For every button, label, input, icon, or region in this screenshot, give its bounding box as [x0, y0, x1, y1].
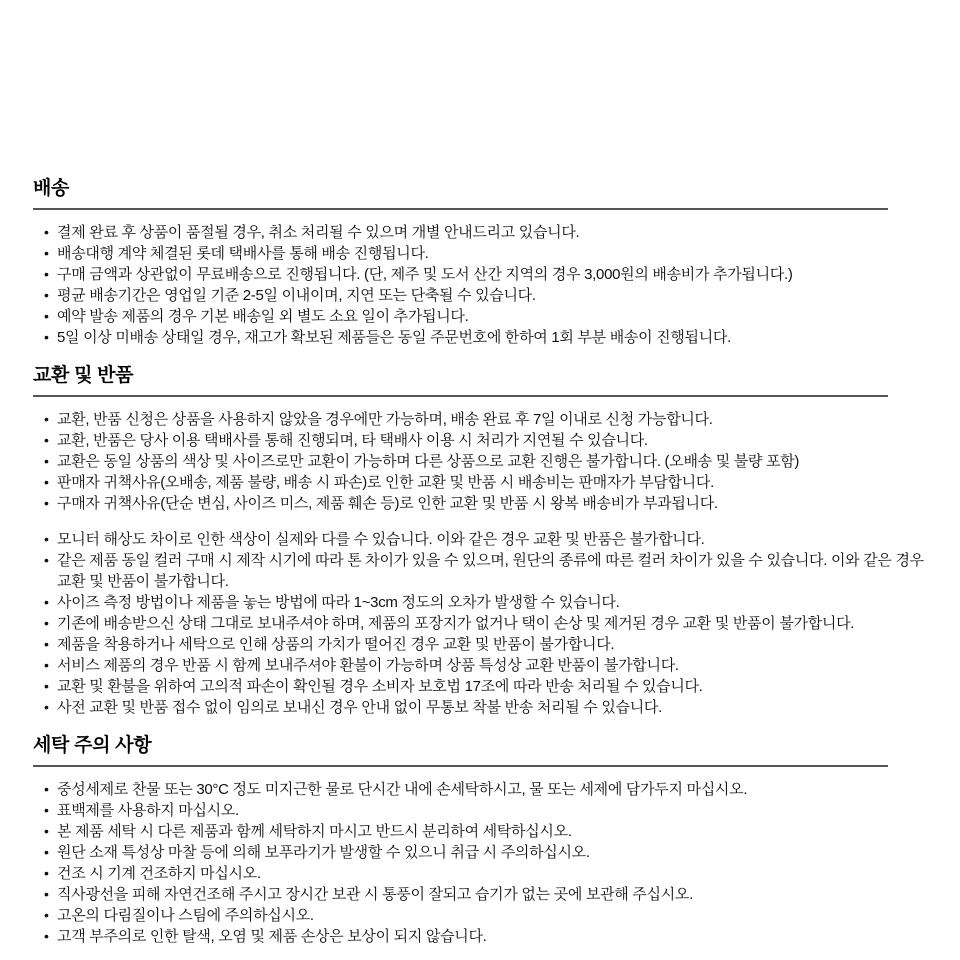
bullet-list — [33, 222, 933, 348]
list-item: • 구매자 귀책사유(단순 변심, 사이즈 미스, 제품 훼손 등)로 인한 교환 및 반품 시 왕복 배송비가 부과됩니다. — [33, 493, 933, 514]
section-title: 교환 및 반품 — [33, 365, 134, 386]
list-item: • 본 제품 세탁 시 다른 제품과 함께 세탁하지 마시고 반드시 분리하여 세탁하십시오. — [33, 821, 933, 842]
list-item: • 교환, 반품은 당사 이용 택배사를 통해 진행되며, 타 택배사 이용 시 처리가 지연될 수 있습니다. — [33, 430, 933, 451]
list-item: • 고객 부주의로 인한 탈색, 오염 및 제품 손상은 보상이 되지 않습니다. — [33, 926, 933, 947]
section-title: 세탁 주의 사항 — [33, 735, 152, 756]
list-item: • 기존에 배송받으신 상태 그대로 보내주셔야 하며, 제품의 포장지가 없거나 택이 손상 및 제거된 경우 교환 및 반품이 불가합니다. — [33, 613, 933, 634]
list-item: • 평균 배송기간은 영업일 기준 2-5일 이내이며, 지연 또는 단축될 수 있습니다. — [33, 285, 933, 306]
list-item: • 서비스 제품의 경우 반품 시 함께 보내주셔야 환불이 가능하며 상품 특성상 교환 반품이 불가합니다. — [33, 655, 933, 676]
list-item: • 교환은 동일 상품의 색상 및 사이즈로만 교환이 가능하며 다른 상품으로 교환 진행은 불가합니다. (오배송 및 불량 포함) — [33, 451, 933, 472]
list-item: • 교환, 반품 신청은 상품을 사용하지 않았을 경우에만 가능하며, 배송 완료 후 7일 이내로 신청 가능합니다. — [33, 409, 933, 430]
list-item: • 고온의 다림질이나 스팀에 주의하십시오. — [33, 905, 933, 926]
list-item: • 모니터 해상도 차이로 인한 색상이 실제와 다를 수 있습니다. 이와 같은 경우 교환 및 반품은 불가합니다. — [33, 529, 933, 550]
list-item: • 판매자 귀책사유(오배송, 제품 불량, 배송 시 파손)로 인한 교환 및 반품 시 배송비는 판매자가 부담합니다. — [33, 472, 933, 493]
list-item: • 건조 시 기계 건조하지 마십시오. — [33, 863, 933, 884]
list-item: • 결제 완료 후 상품이 품절될 경우, 취소 처리될 수 있으며 개별 안내드리고 있습니다. — [33, 222, 933, 243]
section-divider — [33, 208, 888, 210]
section-divider — [33, 395, 888, 397]
list-item: • 중성세제로 찬물 또는 30°C 정도 미지근한 물로 단시간 내에 손세탁하시고, 물 또는 세제에 담가두지 마십시오. — [33, 779, 933, 800]
list-item: • 사전 교환 및 반품 접수 없이 임의로 보내신 경우 안내 없이 무통보 착불 반송 처리될 수 있습니다. — [33, 697, 933, 718]
list-item: • 예약 발송 제품의 경우 기본 배송일 외 별도 소요 일이 추가됩니다. — [33, 306, 933, 327]
list-item: • 5일 이상 미배송 상태일 경우, 재고가 확보된 제품들은 동일 주문번호에 한하여 1회 부분 배송이 진행됩니다. — [33, 327, 933, 348]
list-item: • 같은 제품 동일 컬러 구매 시 제작 시기에 따라 톤 차이가 있을 수 있으며, 원단의 종류에 따른 컬러 차이가 있을 수 있습니다. 이와 같은 경우 교환 및 반품이 불가합니다. — [33, 550, 933, 592]
section-shipping — [33, 177, 933, 348]
list-item: • 직사광선을 피해 자연건조해 주시고 장시간 보관 시 통풍이 잘되고 습기가 없는 곳에 보관해 주십시오. — [33, 884, 933, 905]
list-item: • 제품을 착용하거나 세탁으로 인해 상품의 가치가 떨어진 경우 교환 및 반품이 불가합니다. — [33, 634, 933, 655]
list-item: • 배송대행 계약 체결된 롯데 택배사를 통해 배송 진행됩니다. — [33, 243, 933, 264]
section-divider — [33, 765, 888, 767]
bullet-list — [33, 409, 933, 514]
section-title: 배송 — [33, 178, 70, 199]
bullet-list — [33, 779, 933, 947]
bullet-list — [33, 529, 933, 718]
list-item: • 구매 금액과 상관없이 무료배송으로 진행됩니다. (단, 제주 및 도서 산간 지역의 경우 3,000원의 배송비가 추가됩니다.) — [33, 264, 933, 285]
list-item: • 원단 소재 특성상 마찰 등에 의해 보푸라기가 발생할 수 있으니 취급 시 주의하십시오. — [33, 842, 933, 863]
list-item: • 사이즈 측정 방법이나 제품을 놓는 방법에 따라 1~3cm 정도의 오차가 발생할 수 있습니다. — [33, 592, 933, 613]
list-item: • 표백제를 사용하지 마십시오. — [33, 800, 933, 821]
section-washing-care — [33, 734, 933, 947]
list-item: • 교환 및 환불을 위하여 고의적 파손이 확인될 경우 소비자 보호법 17조에 따라 반송 처리될 수 있습니다. — [33, 676, 933, 697]
section-exchange-return — [33, 364, 933, 718]
